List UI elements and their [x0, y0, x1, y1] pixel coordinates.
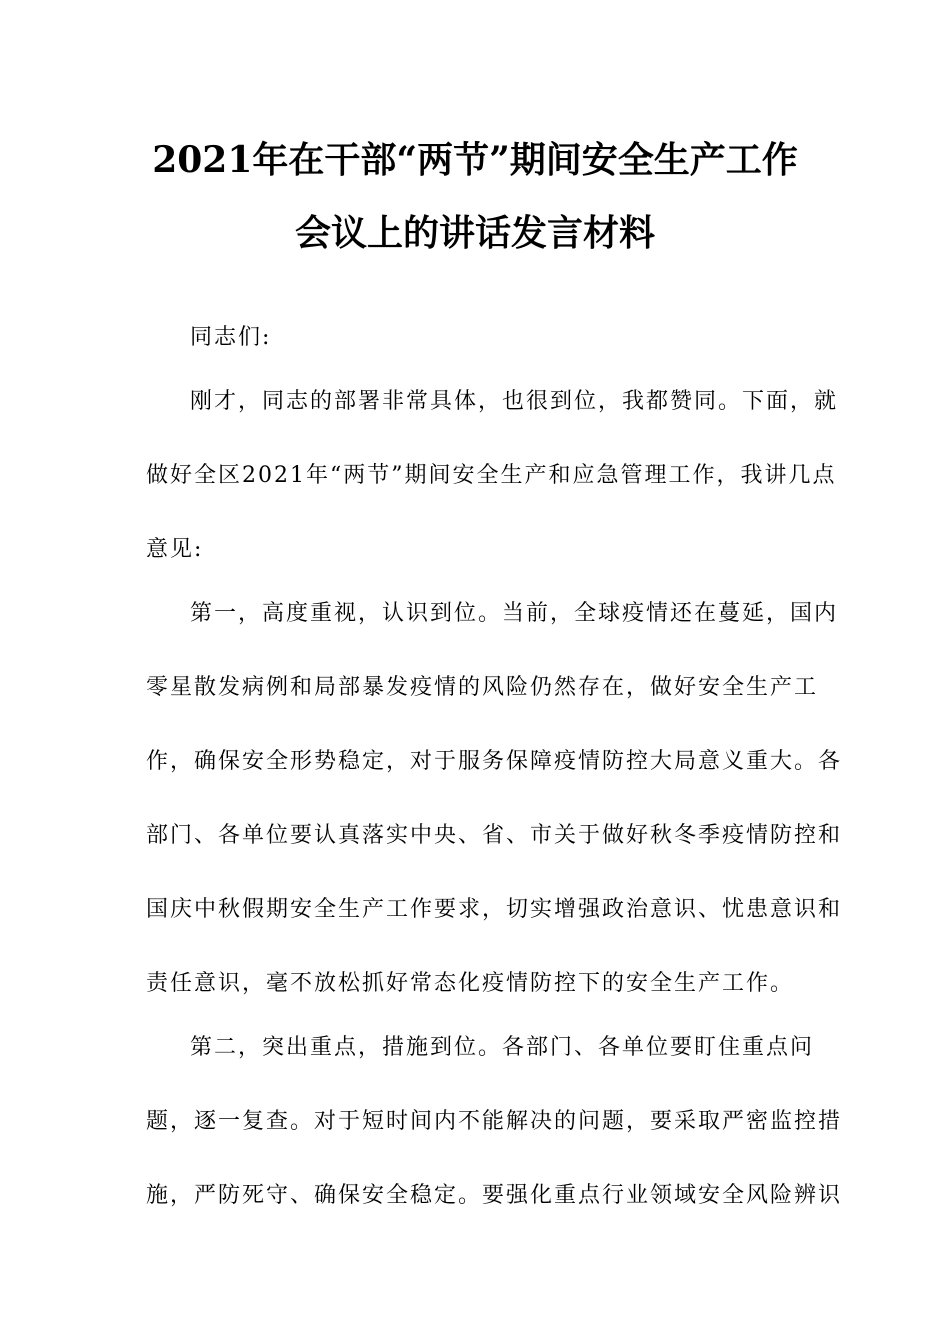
body-line: 意见: [146, 537, 204, 562]
document-title-line-1: 2021年在干部“两节”期间安全生产工作 [152, 139, 798, 181]
body-line: 零星散发病例和局部暴发疫情的风险仍然存在，做好安全生产工 [146, 675, 819, 700]
body-line: 题，逐一复查。对于短时间内不能解决的问题，要采取严密监控措 [146, 1109, 843, 1134]
body-line: 刚才，同志的部署非常具体，也很到位，我都赞同。下面，就 [190, 389, 839, 414]
body-line: 国庆中秋假期安全生产工作要求，切实增强政治意识、忧患意识和 [146, 897, 843, 922]
body-line: 施，严防死守、确保安全稳定。要强化重点行业领域安全风险辨识 [146, 1183, 843, 1208]
body-line: 部门、各单位要认真落实中央、省、市关于做好秋冬季疫情防控和 [146, 823, 843, 848]
salutation: 同志们: [190, 325, 272, 350]
body-line: 做好全区2021年“两节”期间安全生产和应急管理工作，我讲几点 [146, 463, 837, 488]
document-title-line-2: 会议上的讲话发言材料 [294, 212, 655, 254]
body-line: 第二，突出重点，措施到位。各部门、各单位要盯住重点问 [190, 1035, 815, 1060]
body-line: 责任意识，毫不放松抓好常态化疫情防控下的安全生产工作。 [146, 971, 795, 996]
body-line: 第一，高度重视，认识到位。当前，全球疫情还在蔓延，国内 [190, 601, 839, 626]
body-line: 作，确保安全形势稳定，对于服务保障疫情防控大局意义重大。各 [146, 749, 843, 774]
